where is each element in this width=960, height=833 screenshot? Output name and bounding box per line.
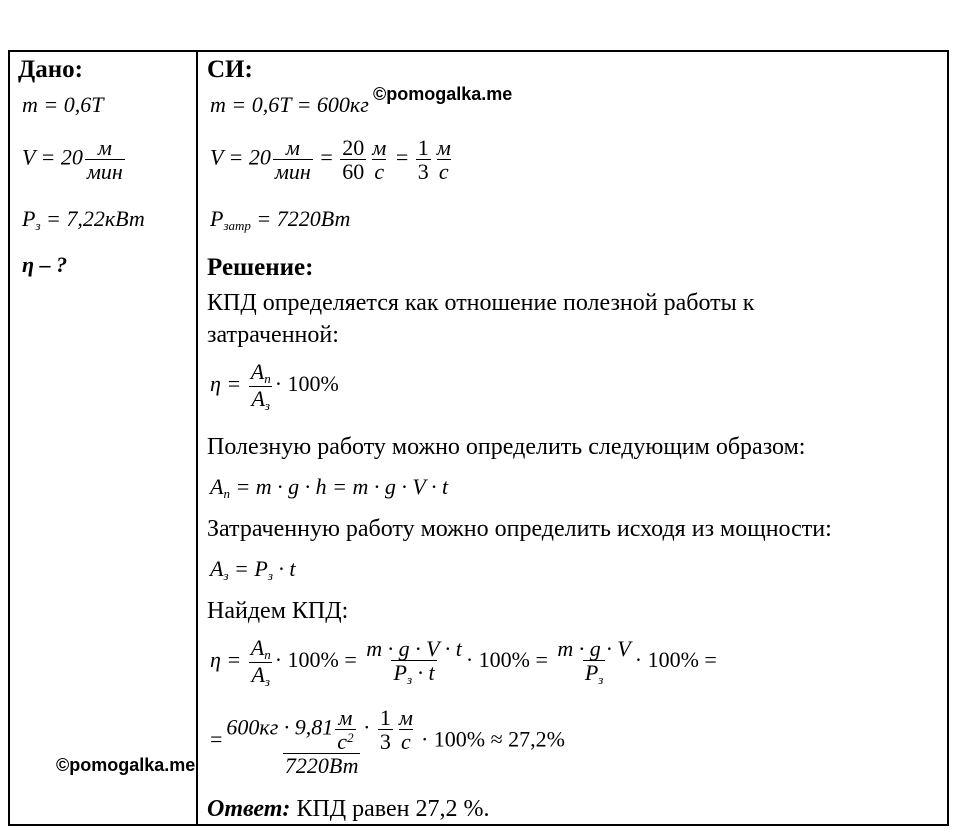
si-frac2-num: 20 [342,135,365,160]
given-power [22,206,145,234]
answer-text: КПД равен 27,2 %. [290,796,490,822]
efficiency-calculation: = 600кг · 9,81 $\frac{м}{c^2}$ · $\frac{1}{3}$ $\frac{м}{c}$ 7220Вт · 100% ≈ 27,2% [210,705,565,779]
calc-num-a: 600кг · 9,81 [226,714,334,740]
spent-work-formula: $A_з = P_з \cdot t$ [210,556,296,583]
solution-text-1b: затраченной: [207,322,339,348]
si-frac5-den: с [438,159,449,185]
calc-den: 7220Вт [284,753,359,779]
derivation-den-1-t: · t [412,660,435,686]
spent-work-rhs: · t [278,556,296,581]
si-frac5-num: м [436,135,451,160]
calc-num-c: c [337,729,348,755]
si-frac4-num: 1 [417,135,429,160]
given-velocity [22,136,127,183]
given-velocity-den: мин [86,159,123,185]
watermark-bottom: ©pomogalka.me [56,755,196,775]
si-power-sub: затр [223,218,251,233]
si-mass: m = 0,6T = 600кг [210,92,369,117]
given-title: Дано: [18,56,83,83]
si-power-value: = 7220Вт [250,206,351,231]
derivation-pct-1: · 100% [274,647,339,673]
given-power-value: = 7,22кВт [40,206,145,231]
efficiency-formula-pct: · 100% [274,371,339,397]
si-velocity-lhs: V = 20 [210,144,271,170]
useful-work-formula: $A_п = m \cdot g \cdot h = m \cdot g \cdot V \cdot t$ [210,474,449,501]
si-velocity: V = 20 $\frac{м}{\text{мин}}$ = $\frac{20}{60}$ $\frac{м}{с}$ = $\frac{1}{3}$ $\frac{м}{с}$ [210,135,451,185]
calc-num-c-2: c [401,729,411,755]
si-frac1-num: м [285,135,300,160]
calc-num-c-sup: 2 [347,730,354,746]
si-power [210,206,350,234]
derivation-num-1: m · g · V · t [366,636,462,662]
solution-text-4: Найдем КПД: [207,598,349,624]
calc-three: 3 [379,729,391,755]
calc-result: · 100% ≈ 27,2% [420,726,565,752]
given-find: η – ? [22,252,68,277]
calc-num-m: м [338,705,353,730]
solution-title: Решение: [207,254,314,281]
given-power-symbol: P [22,206,36,231]
calc-num-m-2: м [398,705,413,730]
derivation-pct-2: · 100% [465,647,530,673]
solution-text-1: КПД определяется как отношение полезной работы к [207,290,755,316]
given-power-sub: з [35,218,41,233]
given-velocity-lhs: V = 20 [22,144,83,170]
calc-one: 1 [379,705,391,730]
answer-line [207,796,489,823]
efficiency-formula: η = $\frac{A_п}{A_з}$ · 100% [210,359,339,413]
si-frac3-num: м [372,135,387,160]
efficiency-derivation: η = $\frac{A_п}{A_з}$ · 100% = $\frac{m \cdot g \cdot V \cdot t}{P_з \cdot t}$ · 100% = $\frac{m \cdot g \cdot V}{P_з}$ · 100% = [210,635,717,689]
si-frac1-den: мин [274,159,311,185]
si-power-symbol: P [210,206,224,231]
useful-work-rhs: = m · g · h = m · g · V · t [235,474,449,499]
given-velocity-num: м [97,135,112,160]
si-frac2-den: 60 [342,159,365,185]
answer-label: Ответ: [207,796,291,822]
si-frac4-den: 3 [417,159,429,185]
given-mass: m = 0,6T [22,92,104,117]
solution-text-2: Полезную работу можно определить следующим образом: [207,434,806,460]
si-title: СИ: [207,56,253,83]
derivation-num-2: m · g · V [557,636,631,662]
derivation-pct-3: · 100% [634,647,699,673]
solution-text-3: Затраченную работу можно определить исходя из мощности: [207,516,832,542]
watermark-top: ©pomogalka.me [373,84,513,104]
column-divider [196,50,198,826]
si-frac3-den: с [374,159,385,185]
